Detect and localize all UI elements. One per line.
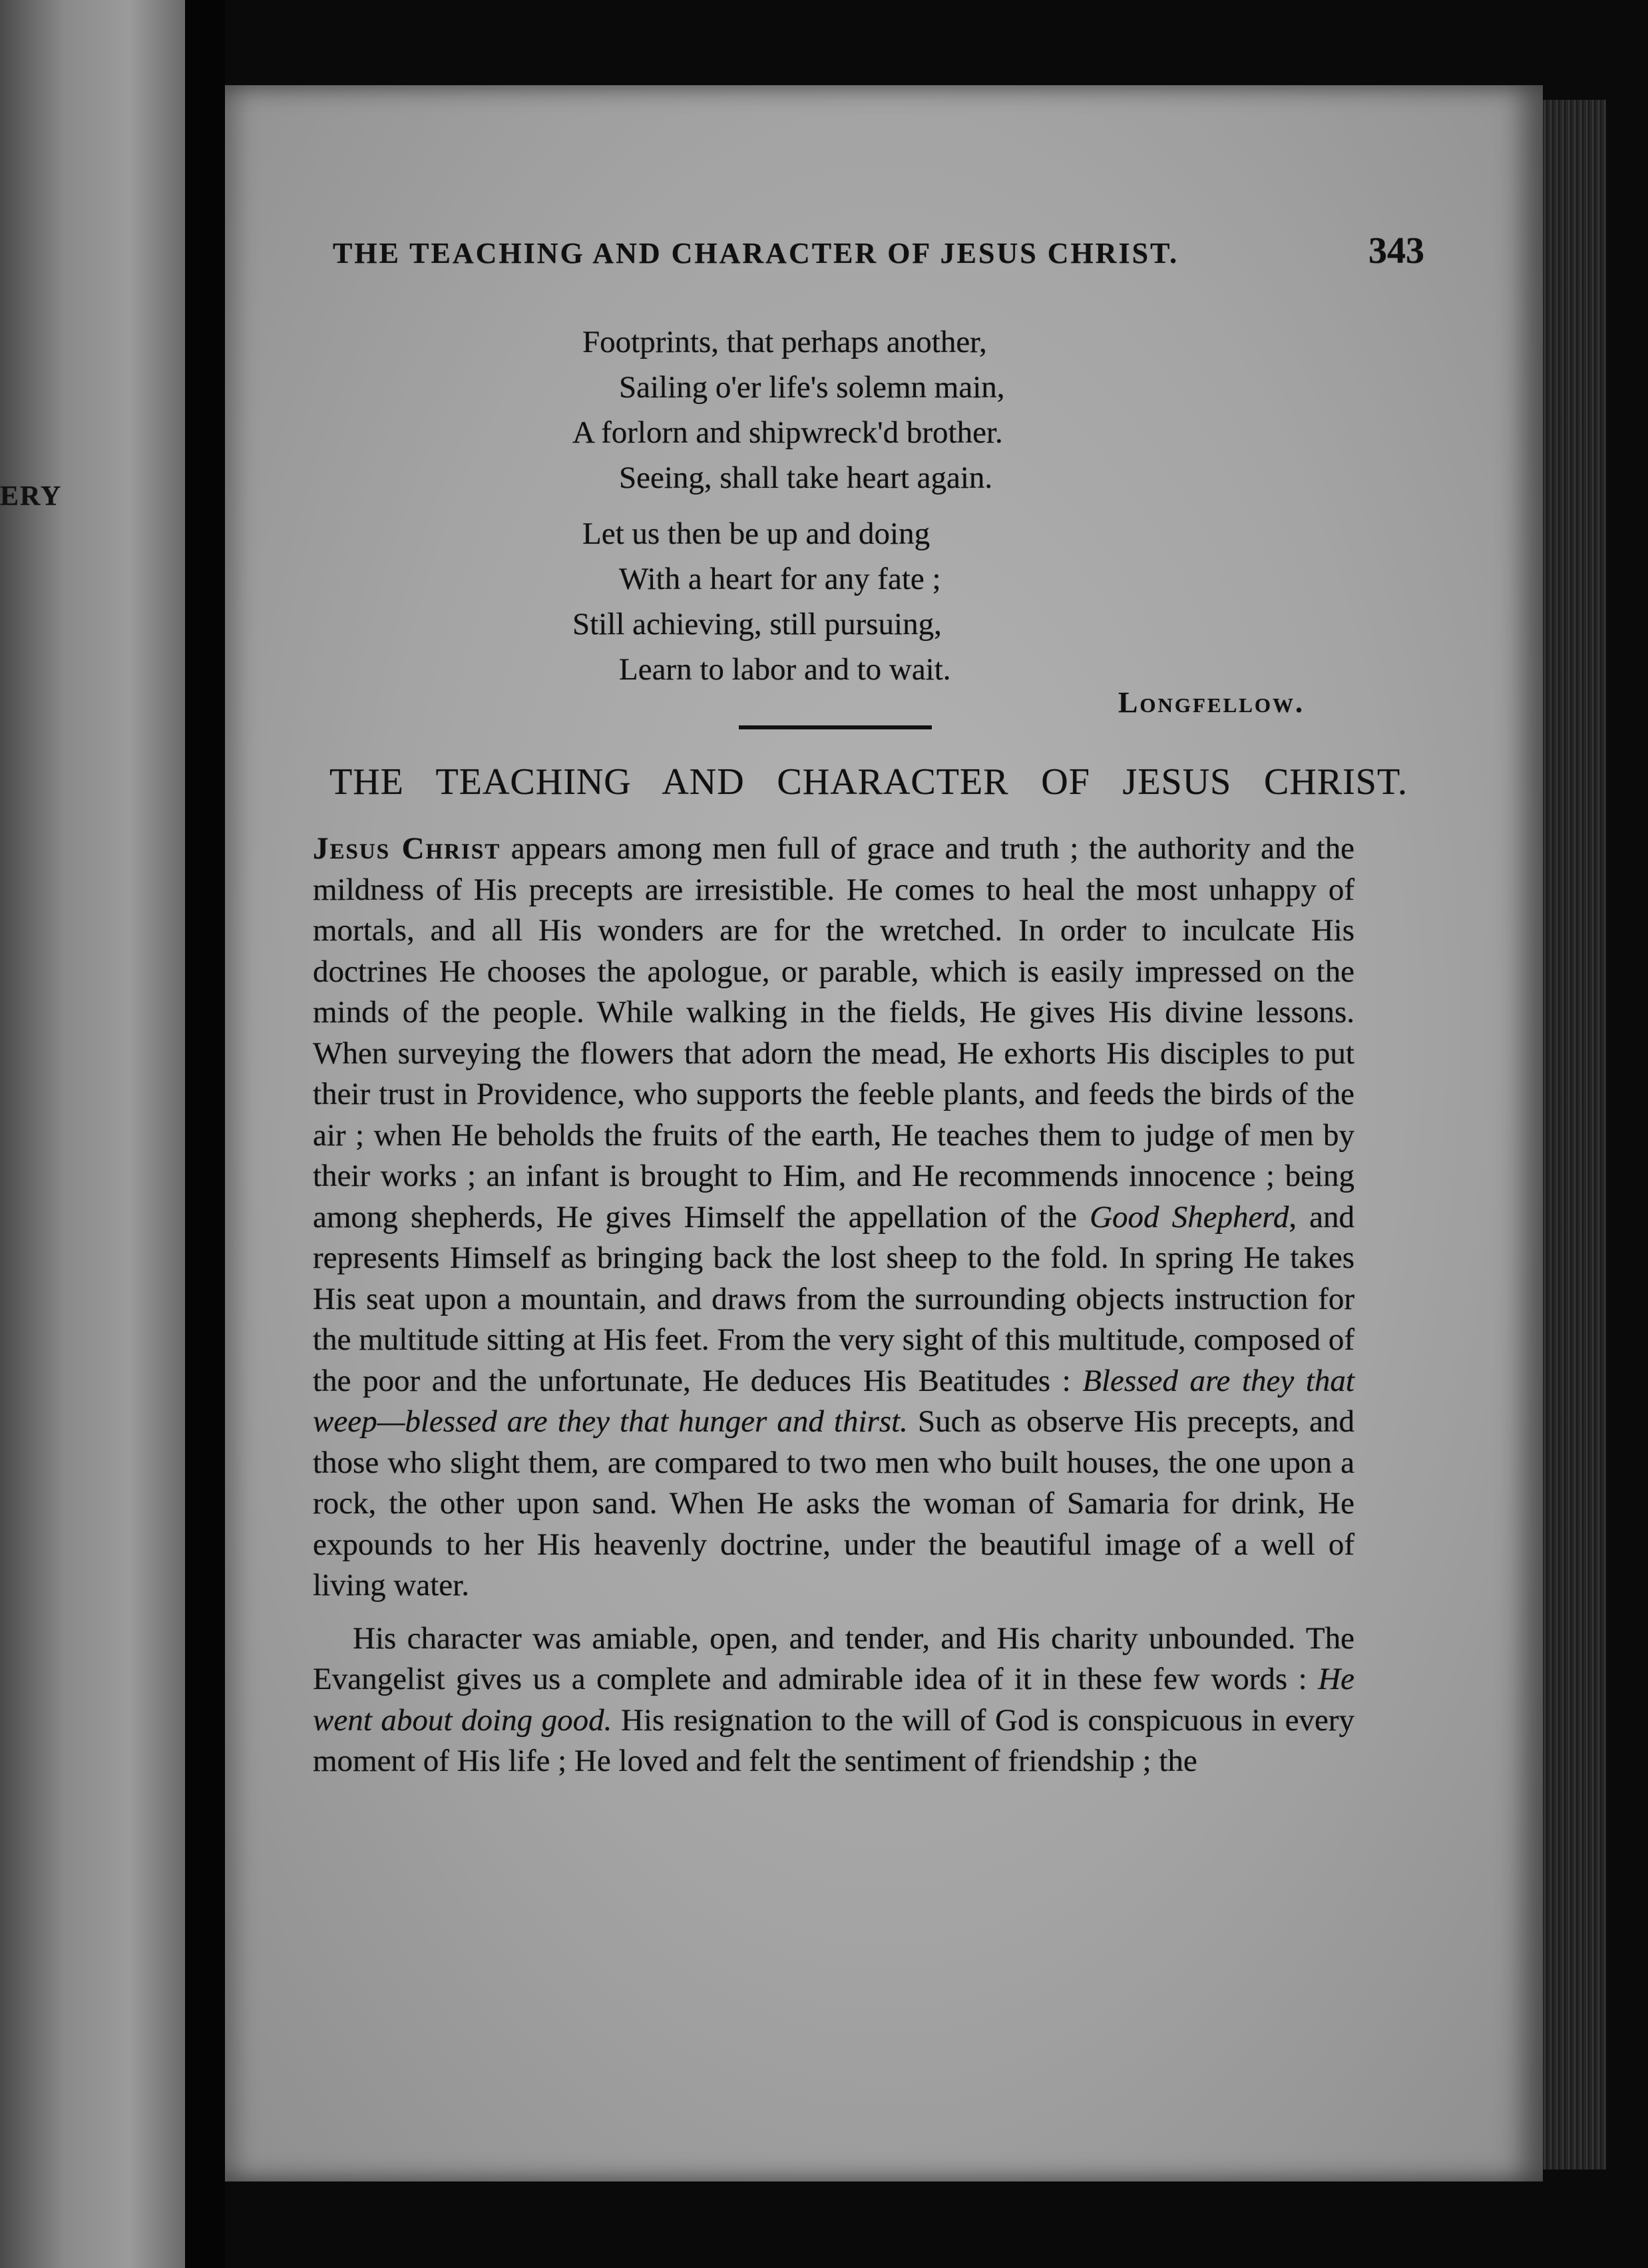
previous-page-text-fragment: ERY [0,481,63,512]
poem-line: Still achieving, still pursuing, [572,607,942,642]
paragraph-text: , and represents Himself as bringing back the lost sheep to the fold. In spring He takes His seat upon a mountain, and draws from the surrounding objects instruction for the multitude sitting at His feet. From the very sight of this multitude, composed of the poor and the unfortunate, He deduces His Beatitudes : [313,1199,1354,1398]
poem-line: Footprints, that perhaps another, [582,325,987,359]
poem [572,319,1005,703]
page-block-edge [1543,100,1606,2170]
paragraph-text: Such as observe His precepts, and those who slight them, are compared to two men who built houses, the one upon a rock, the other upon sand. When He asks the woman of Samaria for drink, He expounds to her His heavenly doctrine, under the beautiful image of a well of living water. [313,1404,1354,1603]
section-divider-rule [739,725,932,729]
poem-line: Seeing, shall take heart again. [619,461,993,495]
paragraph [313,829,1354,1606]
article-title: THE TEACHING AND CHARACTER OF JESUS CHRIST. [329,761,1408,803]
paragraph-lead-words: Jesus Christ [313,831,501,866]
italic-phrase: He went about doing good. [313,1662,1354,1738]
poem-line: With a heart for any fate ; [619,562,941,596]
poem-stanza [572,319,1005,500]
running-head-title: THE TEACHING AND CHARACTER OF JESUS CHRIST. [333,237,1179,270]
italic-phrase: Blessed are they that weep—blessed are they that hunger and thirst. [313,1363,1354,1439]
poem-line: A forlorn and shipwreck'd brother. [572,415,1003,450]
poem-stanza [572,511,1005,692]
italic-phrase: Good Shepherd [1090,1199,1289,1234]
paragraph-text: appears among men full of grace and truth ; the authority and the mildness of His precepts are irresistible. He comes to heal the most unhappy of mortals, and all His wonders are for the wretched. In order to inculcate His doctrines He chooses the apologue, or parable, which is easily impressed on the minds of the people. While walking in the fields, He gives His divine lessons. When surveying the flowers that adorn the mead, He exhorts His disciples to put their trust in Providence, who supports the feeble plants, and feeds the birds of the air ; when He beholds the fruits of the earth, He teaches them to judge of men by their works ; an infant is brought to Him, and He recommends innocence ; being among shepherds, He gives Himself the appellation of the [313,831,1354,1234]
book-gutter [185,0,225,2268]
page-number: 343 [1368,230,1424,272]
paragraph-text: His character was amiable, open, and tender, and His charity unbounded. The Evangelist gives us a complete and admirable idea of it in these few words : [313,1620,1354,1696]
previous-page-edge [0,0,185,2268]
running-head [333,230,1424,272]
poem-line: Let us then be up and doing [582,516,930,551]
poem-line: Learn to labor and to wait. [619,652,951,687]
article-body [313,829,1354,1782]
poem-attribution: Longfellow. [1118,686,1305,719]
paragraph-text: His resignation to the will of God is conspicuous in every moment of His life ; He loved and felt the sentiment of friendship ; the [313,1702,1354,1778]
paragraph [313,1618,1354,1782]
poem-line: Sailing o'er life's solemn main, [619,370,1005,405]
